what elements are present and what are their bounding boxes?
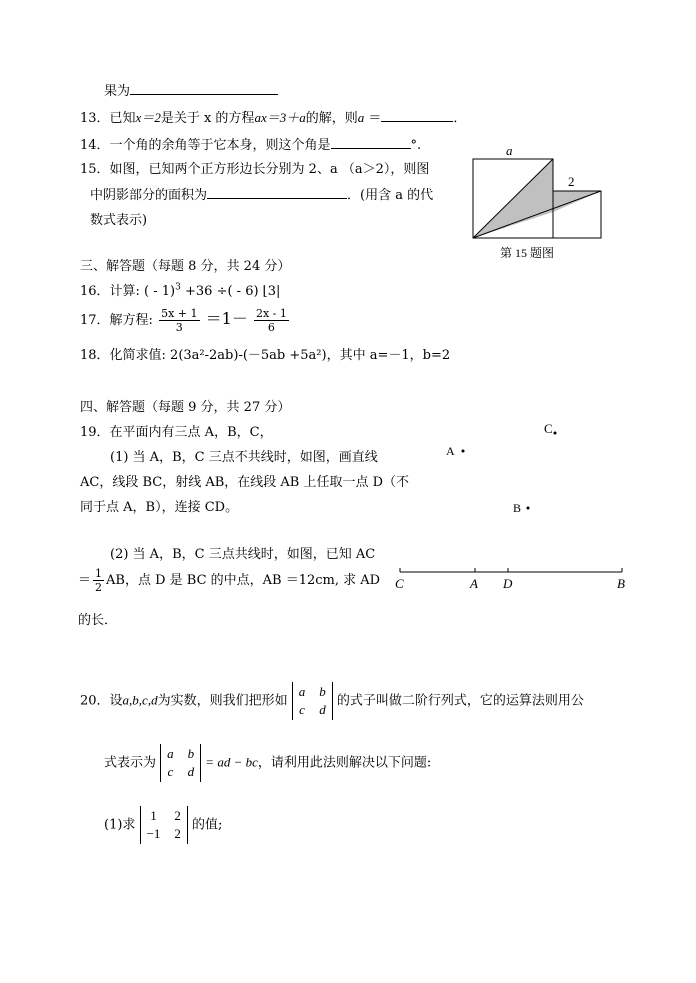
answer-blank [381, 109, 453, 122]
question-19-part-1-line-2: AC，线段 BC，射线 AB，在线段 AB 上任取一点 D（不 [80, 475, 410, 490]
point-b [527, 507, 530, 510]
section-4-heading: 四、解答题（每题 9 分，共 27 分） [80, 400, 291, 415]
question-15-line-3: 数式表示) [90, 213, 148, 228]
q12-tail: 果为 [104, 80, 278, 99]
determinant-numeric: 1 2 −1 2 [140, 806, 188, 844]
answer-blank [130, 82, 278, 95]
line-label-a: A [470, 576, 478, 591]
line-label-b: B [617, 576, 625, 591]
point-c [554, 432, 557, 435]
label-2: 2 [568, 174, 575, 189]
question-19-part-2-line-2: ＝ $\frac{1}{2}$ AB，点 D 是 BC 的中点，AB ＝12cm, 求 AD [78, 567, 381, 594]
fraction-left: $\frac{5x + 1}{3}$ [161, 307, 198, 334]
label-a: a [506, 143, 513, 158]
point-a-label: A [446, 444, 455, 458]
question-14: 14．一个角的余角等于它本身，则这个角是 °. [80, 138, 422, 153]
figure-caption: 第 15 题图 [500, 246, 555, 260]
point-a [462, 450, 465, 453]
point-b-label: B [513, 501, 522, 515]
answer-blank [331, 136, 411, 149]
line-label-d: D [503, 576, 513, 591]
figure-19-line [390, 560, 630, 596]
determinant-formula: a b c d [160, 744, 201, 782]
question-18: 18．化简求值: 2(3a²-2ab)-(－5ab +5a²)，其中 a=－1，b=2 [80, 348, 451, 363]
question-15-line-1: 15．如图，已知两个正方形边长分别为 2、a （a＞2），则图 [80, 162, 430, 177]
determinant-general: a b c d [292, 682, 333, 720]
answer-blank [207, 186, 347, 199]
question-20-line-1: 20．设a,b,c,d为实数，则我们把形如 a b c d 的式子叫做二阶行列式，它的运算法则用公 [80, 682, 584, 720]
question-13: 13．已知x＝2是关于 x 的方程ax＝3＋a的解，则a ＝ ． [80, 110, 467, 126]
point-c-label: C [544, 421, 553, 436]
question-15-line-2: 中阴影部分的面积为 ．(用含 a 的代 [90, 188, 434, 203]
figure-19-points [440, 415, 570, 520]
question-17: 17．解方程: $\frac{5x + 1}{3}$ ＝1－ $\frac{2x - 1}{6}$ [80, 307, 287, 334]
fraction-half: $\frac{1}{2}$ [95, 567, 103, 594]
question-19-part-1-line-3: 同于点 A，B），连接 CD。 [80, 500, 239, 515]
section-3-heading: 三、解答题（每题 8 分，共 24 分） [80, 259, 291, 274]
line-label-c: C [395, 576, 404, 591]
question-20-line-2: 式表示为 a b c d = ad − bc，请利用此法则解决以下问题: [104, 744, 431, 782]
question-19-part-2-line-3: 的长． [78, 613, 118, 628]
question-19-part-2-line-1: (2) 当 A，B，C 三点共线时，如图，已知 AC [110, 547, 376, 562]
question-20-sub-1: (1)求 1 2 −1 2 的值; [104, 806, 222, 844]
fraction-right: $\frac{2x - 1}{6}$ [255, 307, 287, 334]
question-16: 16．计算: ( - 1)$^3$ +36 ÷( - 6) ⌊3| [80, 282, 281, 299]
question-19-line-1: 19．在平面内有三点 A，B，C， [80, 425, 273, 440]
figure-15 [468, 140, 608, 265]
question-19-part-1-line-1: (1) 当 A，B，C 三点不共线时，如图，画直线 [110, 450, 378, 465]
